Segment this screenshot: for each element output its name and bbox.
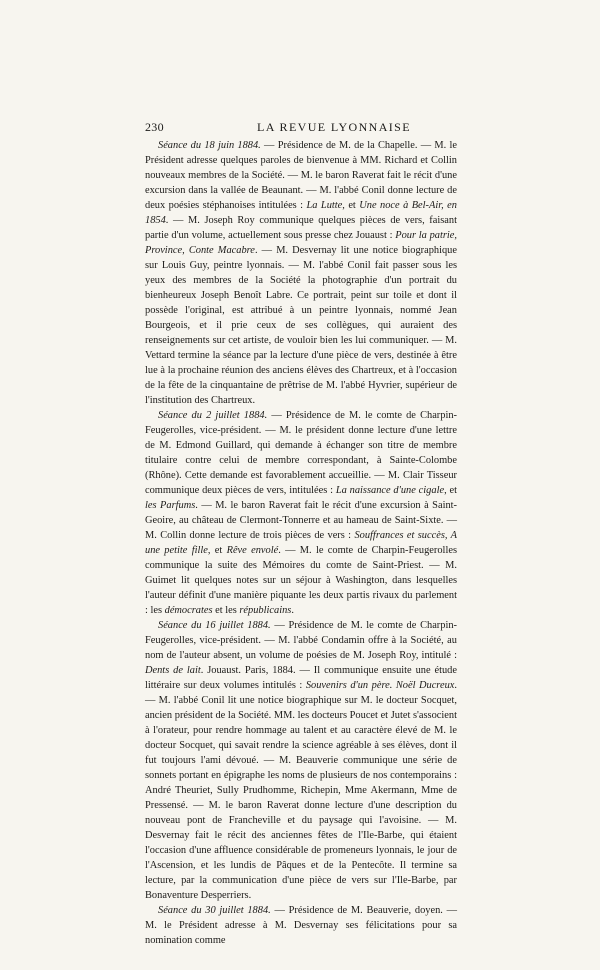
text-run: , et — [207, 545, 227, 556]
text-run: . — M. l'abbé Conil lit une notice biographique sur M. le docteur Socquet, ancien président de la Société. MM. les docteurs Poucet et Jutet s'associent à l'orateur, pour rendre hommage au talent et au caractère élevé de M. le docteur Socquet, qui savait rendre la science agréable à ses élèves, dont il fut toujours l'ami dévoué. — M. Beauverie communique une série de sonnets portant en épigraphe les noms de plusieurs de nos contemporains : André Theuriet, Sully Prudhomme, Richepin, Mme Akermann, Mme de Pressensé. — M. le baron Raverat donne lecture d'une description du nouveau pont de Francheville et du paysage qui l'avoisine. — M. Desvernay fait le récit des anciennes fêtes de l'Ile-Barbe, qui étaient l'occasion d'une affluence considérable de promeneurs lyonnais, le jour de l'Ascension, et les lundis de Pâques et de la Pentecôte. Il termine sa lecture, par la communication d'une pièce de vers sur l'Ile-Barbe, par Bonaventure Desperriers. — [145, 680, 457, 901]
session-date: Séance du 18 juin 1884. — [158, 140, 261, 151]
italic-title: Dents de lait — [145, 665, 201, 676]
text-run: , et — [342, 200, 360, 211]
text-run: . — M. le baron Raverat fait le récit d'une excursion à Saint-Geoire, au château de Clermont-Tonnerre et au hameau de Saint-Sixte. — M. Collin donne lecture de trois pièces de vers : — [145, 500, 457, 541]
text-run: , et — [444, 485, 457, 496]
session-date: Séance du 2 juillet 1884. — [158, 410, 268, 421]
text-run: . — M. Desvernay lit une notice biographique sur Louis Guy, peintre lyonnais. — M. l'abbé Conil fait passer sous les yeux des membres de la Société la photographie d'un portrait du bienheureux Joseph Benoît Labre. Ce portrait, peint sur toile et dont il possède l'original, est attribué à un peintre lyonnais, nommé Jean Bourgeois, et il prie ceux de ses collègues, qui auraient des renseignements sur cet artiste, de vouloir bien les lui communiquer. — M. Vettard termine la séance par la lecture d'une pièce de vers, destinée à être lue à la prochaine réunion des anciens élèves des Chartreux, et à l'occasion de la fête de la cinquantaine de prêtrise de M. l'abbé Hyvrier, supérieur de l'institution des Chartreux. — [145, 245, 457, 406]
text-run: — Présidence de M. le comte de Charpin-Feugerolles, vice-président. — M. l'abbé Condamin offre à la Société, au nom de l'auteur absent, un volume de poésies de M. Joseph Roy, intitulé : — [145, 620, 458, 661]
italic-title: Une noce à Bel-Air, en 1854 — [145, 200, 457, 226]
italic-title: Rêve envolé — [226, 545, 279, 556]
italic-title: les Parfums — [145, 500, 196, 511]
text-run: . — M. Joseph Roy communique quelques pièces de vers, faisant partie d'un volume, actuellement sous presse chez Jouaust : — [145, 215, 457, 241]
text-run: — Présidence de M. le comte de Charpin-Feugerolles, vice-président. — M. le président donne lecture d'une lettre de M. Edmond Guillard, qui demande à échanger son titre de membre titulaire contre celui de membre correspondant, à Sainte-Colombe (Rhône). Cette demande est favorablement accueillie. — M. Clair Tisseur communique deux pièces de vers, intitulées : — [145, 410, 457, 496]
text-run: — Présidence de M. de la Chapelle. — M. le Président adresse quelques paroles de bienvenue à MM. Richard et Collin nouveaux membres de la Société. — M. le baron Raverat fait le récit d'une excursion dans la vallée de Beaunant. — M. l'abbé Conil donne lecture de deux poésies stéphanoises intitulées : — [145, 140, 457, 211]
running-head: LA REVUE LYONNAISE — [257, 120, 411, 134]
session-date: Séance du 16 juillet 1884. — [158, 620, 271, 631]
text-run: . — [291, 605, 294, 616]
italic-title: démocrates — [164, 605, 213, 616]
italic-title: Souffrances et succès, A une petite fille — [145, 530, 458, 556]
session-paragraph — [145, 138, 457, 408]
body-text — [145, 138, 457, 948]
italic-title: Souvenirs d'un père. Noël Ducreux — [305, 680, 455, 691]
italic-title: La naissance d'une cigale — [335, 485, 445, 496]
italic-title: républicains — [239, 605, 292, 616]
session-date: Séance du 30 juillet 1884. — [158, 905, 271, 916]
italic-title: La Lutte — [306, 200, 343, 211]
page-number: 230 — [145, 120, 164, 134]
italic-title: Pour la patrie, Province, Conte Macabre — [145, 230, 457, 256]
text-run: . — M. le comte de Charpin-Feugerolles communique la suite des Mémoires du comte de Saint-Priest. — M. Guimet lit quelques notes sur un séjour à Washington, dans lesquelles l'auteur définit d'une manière piquante les deux partis rivaux du parlement : les — [145, 545, 457, 616]
text-run: . Jouaust. Paris, 1884. — Il communique ensuite une étude littéraire sur deux volumes intitulés : — [145, 665, 457, 691]
page-header — [145, 120, 457, 136]
session-paragraph — [145, 408, 457, 618]
session-paragraph — [145, 903, 457, 948]
text-run: — Présidence de M. Beauverie, doyen. — M. le Président adresse à M. Desvernay ses félicitations pour sa nomination comme — [145, 905, 457, 946]
session-paragraph — [145, 618, 457, 903]
text-run: et les — [212, 605, 240, 616]
